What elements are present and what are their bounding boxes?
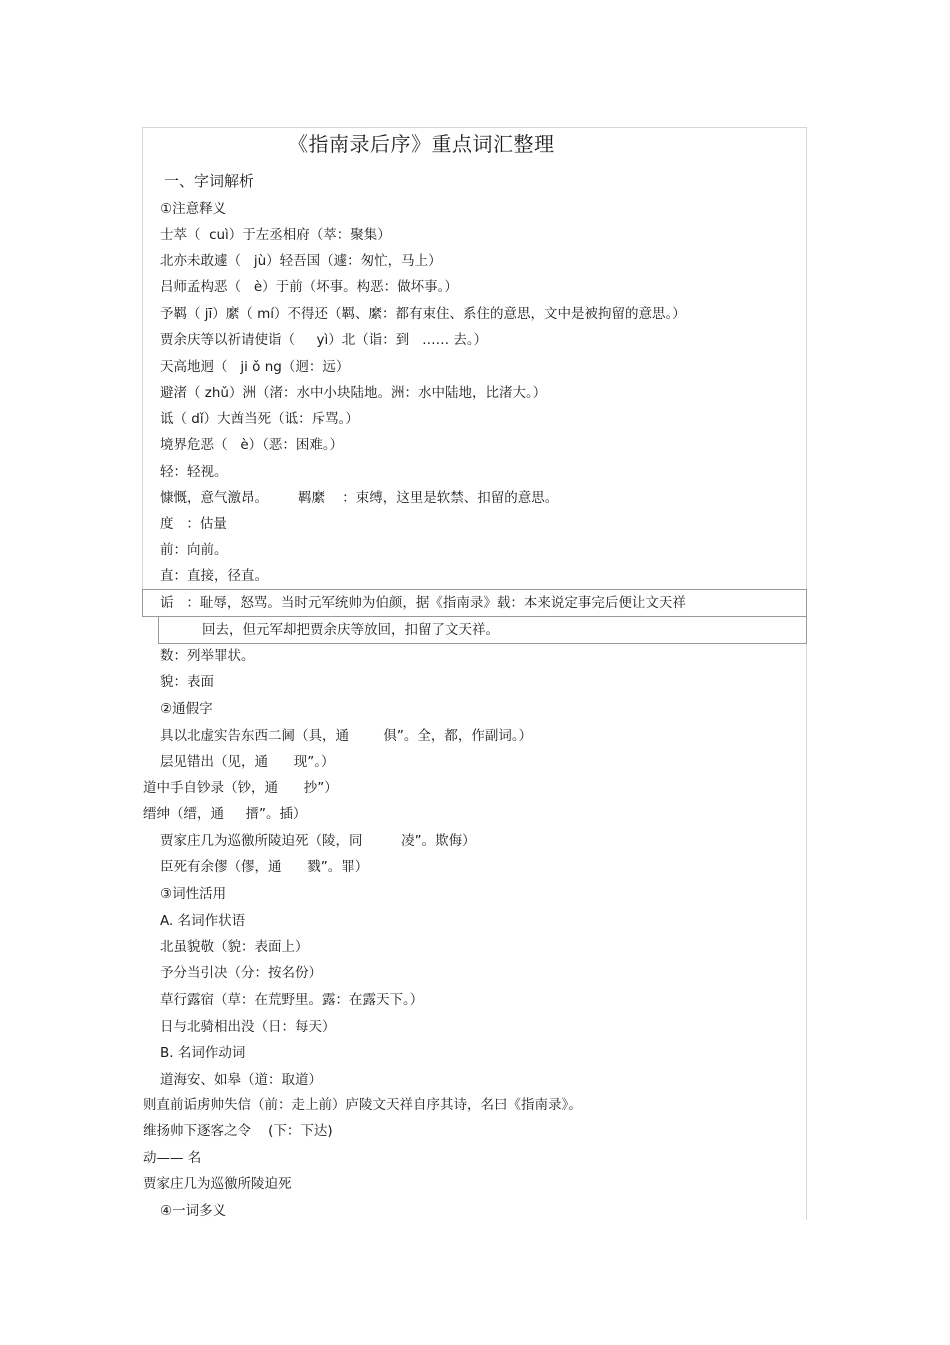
text-line: 避渚（ zhǔ）洲（渚：水中小块陆地。洲：水中陆地，比渚大。） (160, 385, 547, 401)
text-line: ③词性活用 (160, 886, 227, 902)
text-line: 则直前诟虏帅失信（前：走上前）庐陵文天祥自序其诗，名曰《指南录》。 (143, 1097, 582, 1113)
text-line: 层见错出（见，通 现”。） (160, 754, 335, 770)
text-line: 贾家庄几为巡徼所陵迫死 (143, 1176, 292, 1192)
text-line: 士萃（ cuì）于左丞相府（萃：聚集） (160, 227, 391, 243)
text-line: 动—— 名 (143, 1150, 202, 1166)
text-line: 缙绅（缙，通 搢”。插） (143, 806, 307, 822)
text-line: 予羁（ jī）縻（ mí）不得还（羁、縻：都有束住、系住的意思，文中是被拘留的意思。） (160, 306, 686, 322)
text-line: ①注意释义 (160, 201, 227, 217)
text-line: ②通假字 (160, 701, 213, 717)
frame-right-border (806, 127, 807, 1220)
text-line: 北亦未敢遽（ jù）轻吾国（遽：匆忙，马上） (160, 253, 442, 269)
text-line: 诟 ：耻辱，怒骂。当时元军统帅为伯颜，据《指南录》载：本来说定事完后便让文天祥 (160, 595, 686, 611)
text-line: 吕师孟构恶（ è）于前（坏事。构恶：做坏事。） (160, 279, 458, 295)
text-line: 度 ：估量 (160, 516, 227, 532)
text-line: 慷慨，意气激昂。 羁縻 ：束缚，这里是软禁、扣留的意思。 (160, 490, 559, 506)
page-title: 《指南录后序》重点词汇整理 (288, 132, 555, 156)
text-line: 草行露宿（草：在荒野里。露：在露天下。） (160, 992, 424, 1008)
text-line: 前：向前。 (160, 542, 228, 558)
text-line: 贾家庄几为巡徼所陵迫死（陵，同 凌”。欺侮） (160, 833, 476, 849)
text-line: 维扬帅下逐客之令 (下：下达) (143, 1123, 333, 1139)
text-line: 数：列举罪状。 (160, 648, 255, 664)
text-line: 贾余庆等以祈请使诣（ yì）北（诣：到 …… 去。） (160, 332, 488, 348)
text-line: 天高地迥（ ji ǒ ng（迥：远） (160, 359, 350, 375)
text-line: 予分当引决（分：按名份） (160, 965, 322, 981)
text-line: ④一词多义 (160, 1203, 227, 1219)
text-line: 回去，但元军却把贾余庆等放回，扣留了文天祥。 (202, 622, 499, 638)
text-line: 境界危恶（ è）（恶：困难。） (160, 437, 344, 453)
section-heading: 一、字词解析 (164, 172, 255, 190)
text-line: 道海安、如皋（道：取道） (160, 1072, 322, 1088)
text-line: 臣死有余僇（僇，通 戮”。罪） (160, 859, 369, 875)
text-line: 貌：表面 (160, 674, 214, 690)
text-line: 道中手自钞录（钞，通 抄”） (143, 780, 338, 796)
text-line: B. 名词作动词 (160, 1045, 246, 1061)
text-line: 具以北虚实告东西二阃（具，通 俱”。全，都，作副词。） (160, 728, 533, 744)
text-line: 直：直接，径直。 (160, 568, 268, 584)
text-line: 轻：轻视。 (160, 464, 228, 480)
text-line: 北虽貌敬（貌：表面上） (160, 939, 309, 955)
frame-left-border (142, 127, 143, 590)
text-line: 日与北骑相出没（日：每天） (160, 1019, 336, 1035)
text-line: 诋（ dǐ）大酋当死（诋：斥骂。） (160, 411, 359, 427)
text-line: A. 名词作状语 (160, 913, 246, 929)
